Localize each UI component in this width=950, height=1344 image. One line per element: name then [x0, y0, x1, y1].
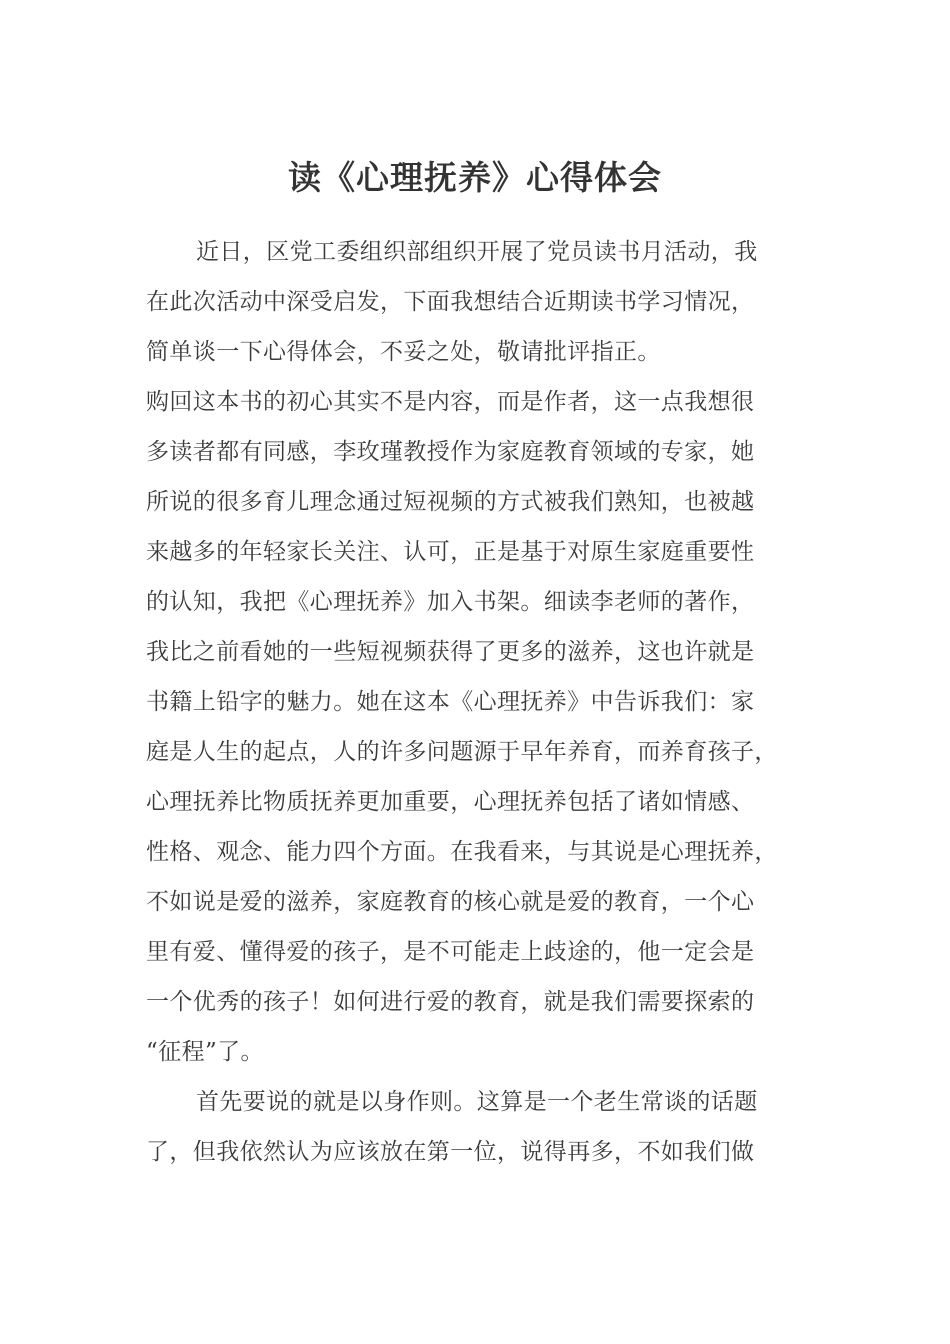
text-line: 来越多的年轻家长关注、认可，正是基于对原生家庭重要性: [146, 539, 755, 565]
text-line: 了，但我依然认为应该放在第一位，说得再多，不如我们做: [146, 1139, 755, 1165]
text-line: 我比之前看她的一些短视频获得了更多的滋养，这也许就是: [146, 639, 755, 665]
text-line: 在此次活动中深受启发，下面我想结合近期读书学习情况，: [146, 289, 755, 315]
document-title: 读《心理抚养》心得体会: [288, 158, 662, 197]
text-line: 简单谈一下心得体会，不妥之处，敬请批评指正。: [146, 339, 661, 365]
text-line: 近日，区党工委组织部组织开展了党员读书月活动，我: [196, 239, 758, 265]
text-line: “征程”了。: [146, 1039, 264, 1065]
text-line: 一个优秀的孩子！如何进行爱的教育，就是我们需要探索的: [146, 989, 755, 1015]
text-line: 首先要说的就是以身作则。这算是一个老生常谈的话题: [196, 1089, 758, 1115]
text-line: 书籍上铅字的魅力。她在这本《心理抚养》中告诉我们：家: [146, 689, 755, 715]
text-line: 多读者都有同感，李玫瑾教授作为家庭教育领域的专家，她: [146, 439, 755, 465]
text-line: 购回这本书的初心其实不是内容，而是作者，这一点我想很: [146, 389, 755, 415]
document-body: [146, 227, 806, 1177]
text-line: 心理抚养比物质抚养更加重要，心理抚养包括了诸如情感、: [146, 789, 755, 815]
text-line: 性格、观念、能力四个方面。在我看来，与其说是心理抚养，: [146, 839, 778, 865]
text-line: 不如说是爱的滋养，家庭教育的核心就是爱的教育，一个心: [146, 889, 755, 915]
text-line: 的认知，我把《心理抚养》加入书架。细读李老师的著作，: [146, 589, 755, 615]
text-line: 庭是人生的起点，人的许多问题源于早年养育，而养育孩子，: [146, 739, 778, 765]
text-line: 所说的很多育儿理念通过短视频的方式被我们熟知，也被越: [146, 489, 755, 515]
text-line: 里有爱、懂得爱的孩子，是不可能走上歧途的，他一定会是: [146, 939, 755, 965]
